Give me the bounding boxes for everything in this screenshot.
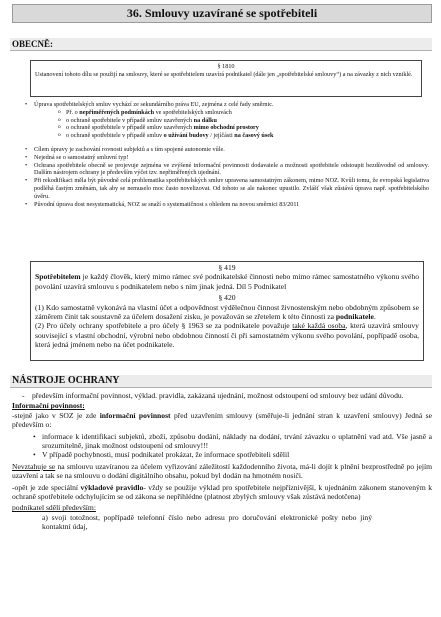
obecne-list <box>24 101 429 208</box>
paragraph-420-1: (1) Kdo samostatně vykonává na vlastní účet a odpovědnost výdělečnou činnost živnostenským nebo obdobným způsobem se záměrem činit tak soustavně za účelem dosažení zisku, je považován se zřetelem k této činnosti za podnikatele. <box>35 302 419 322</box>
nastroje-content <box>12 391 432 532</box>
list-item: • Cílem úpravy je zachování rovnosti subjektů a s tím spojené autonomie vůle. <box>24 146 429 154</box>
list-item: o o ochraně spotřebitele v případě smluv uzavřených na dálku <box>56 117 429 125</box>
paragraph-1810-text: Ustanovení tohoto dílu se použijí na smlouvy, které se spotřebitelem uzavírá podnikatel (dále jen „spotřebitelské smlouvy“) a na závazky z nich vzniklé. <box>35 70 413 78</box>
list-item: • Původní úprava dost nesystematická, NOZ se snaží o systematičnost s ohledem na novou směrnici 83/2011 <box>24 201 429 209</box>
page-title: 36. Smlouvy uzavírané se spotřebiteli <box>12 4 432 23</box>
paragraph-419-420-box <box>30 261 424 361</box>
paragraph-1810-box <box>30 60 422 97</box>
list-item: • Ochrana spotřebitele obecně se projevuje zejména ve zvýšené informační povinnosti dodavatele a možnosti spotřebitele odstoupit bezdůvodně od smlouvy. Dalším nástrojem ochrany je především výčet tzv. nepřiměřených ujednání. <box>24 162 429 178</box>
list-item: • Nejedná se o samostatný smluvní typ! <box>24 154 429 162</box>
paragraph-1810-ref: § 1810 <box>217 63 235 70</box>
directive-sublist <box>24 109 429 140</box>
specialni-text: -opět je zde speciální výkladové pravidlo- vždy se použije výklad pro spotřebitele nejpříznivější, k ujednáním zákonem stanoveným k ochraně spotřebitele odchylujícím se od zákona se nepřihlédne (platnost zbylých smlouvy však zůstává nedotčena) <box>12 482 432 502</box>
info-text: -stejně jako v SOZ je zde informační povinnost před uzavřením smlouvy (směřuje-li jednání stran k uzavření smlouvy) Jedná se především o: <box>12 410 432 430</box>
list-item: o o ochraně spotřebitele v případě smluv uzavřených mimo obchodní prostory <box>56 124 429 132</box>
podnikatel-item-a: a) svoji totožnost, popřípadě telefonní číslo nebo adresu pro doručování elektronické pošty nebo jiný kontaktní údaj, <box>42 512 372 532</box>
paragraph-419-text: Spotřebitelem je každý člověk, který mimo rámec své podnikatelské činnosti nebo mimo rámec samostatného výkonu svého povolání uzavírá smlouvu s podnikatelem nebo s ním jinak jedná. Díl 5 Podnikatel <box>35 272 419 291</box>
paragraph-420-ref: § 420 <box>218 293 236 303</box>
list-item: o Př. o nepřiměřených podmínkách ve spotřebitelských smlouvách <box>56 109 429 117</box>
list-item: • Při rekodifikaci měla být původně celá problematika spotřebitelských smluv upravena samostatným zákonem, mimo NOZ. Kvůli tomu, že evropská legislativa podléhá častým změnám, tak aby se nemuselo moc často novelizovat. Od tohoto se ale nakonec upustilo. Zvlášť však zůstává úprava např. spotřebitelského úvěru. <box>24 177 429 200</box>
list-item: • Úprava spotřebitelských smluv vychází ze sekundárního práva EU, zejména z celé řady směrnic. <box>24 101 429 109</box>
info-heading: Informační povinnost: <box>12 401 85 411</box>
nevztahuje-text: Nevztahuje se na smlouvu uzavíranou za účelem vyřizování záležitostí každodenního života, má-li dojít k plnění bezprostředně po jejím uzavření a tak se na smlouvu o dodání digitálního obsahu, pokud byl dodán na hmotném nosiči. <box>12 461 432 481</box>
list-item: • V případě pochybnosti, musí podnikatel prokázat, že informace spotřebiteli sdělil <box>32 450 432 459</box>
info-bullets <box>12 432 432 460</box>
list-item: • informace k identifikaci subjektů, zboží, způsobu dodání, náklady na dodání, trvání závazku o uplatnění vad atd. Vše jasně a srozumitelně, jinak možnost odstoupení od smlouvy!!! <box>32 432 432 451</box>
paragraph-419-ref: § 419 <box>218 263 236 272</box>
section-heading-obecne: OBECNĚ: <box>10 38 432 51</box>
list-item: - především informační povinnost, výklad. pravidla, zakázaná ujednání, možnost odstoupení od smlouvy bez udání důvodu. <box>22 391 404 400</box>
list-item: o o ochraně spotřebitele v případě smluv o užívání budovy / jejíčásti na časový úsek <box>56 132 429 140</box>
paragraph-420-2: (2) Pro účely ochrany spotřebitele a pro účely § 1963 se za podnikatele považuje také každá osoba, která uzavírá smlouvy související s vlastní obchodní, výrobní nebo obdobnou činností či při samostatném výkonu svého povolání, popřípadě osoba, která jedná jménem nebo na účet podnikatele. <box>35 321 419 350</box>
section-heading-nastroje: NÁSTROJE OCHRANY <box>10 375 432 388</box>
podnikatel-heading: podnikatel sdělí především: <box>12 503 96 513</box>
